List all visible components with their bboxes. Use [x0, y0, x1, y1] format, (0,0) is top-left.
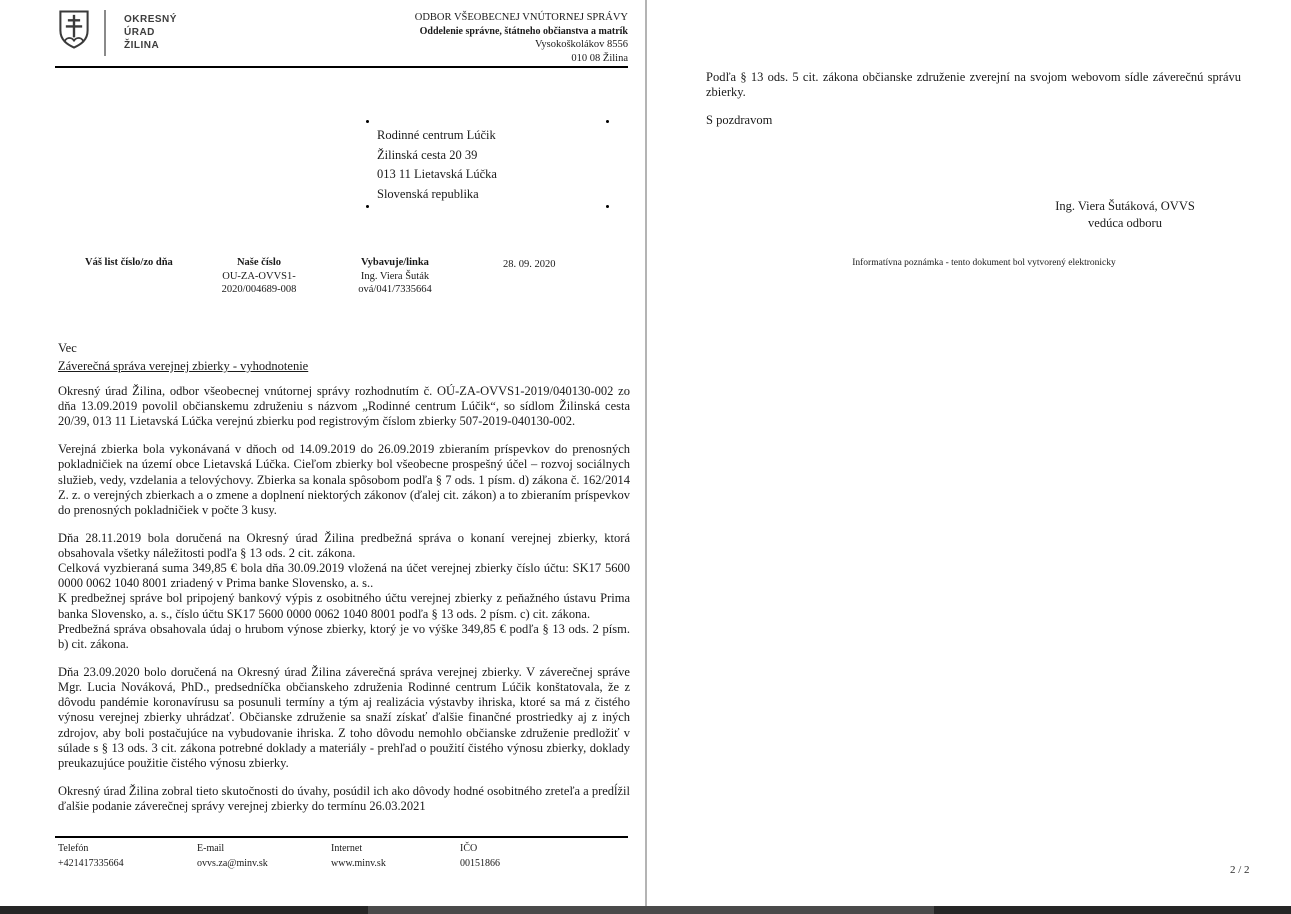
- internet-value: www.minv.sk: [331, 858, 386, 869]
- our-ref-block: [200, 257, 318, 296]
- footer-col-email: [197, 843, 268, 869]
- signature-block: [960, 198, 1290, 232]
- handler-block: [335, 257, 455, 296]
- ico-value: 00151866: [460, 858, 500, 869]
- handler-label: Vybavuje/linka: [361, 257, 429, 268]
- department-name: ODBOR VŠEOBECNEJ VNÚTORNEJ SPRÁVY: [414, 12, 628, 23]
- our-ref-value-line2: 2020/004689-008: [221, 284, 297, 295]
- phone-value: +421417335664: [58, 858, 124, 869]
- address-window-mark: [366, 120, 369, 123]
- logo-line-1: OKRESNÝ: [124, 14, 177, 25]
- footer-col-ico: [460, 843, 500, 869]
- horizontal-scrollbar[interactable]: [0, 906, 1291, 914]
- division-name: Oddelenie správne, štátneho občianstva a matrík: [419, 25, 628, 37]
- footer-rule: [55, 836, 628, 838]
- recipient-name: Rodinné centrum Lúčik: [377, 128, 496, 142]
- recipient-country: Slovenská republika: [377, 186, 479, 201]
- your-ref-label: Váš list číslo/zo dňa: [85, 257, 173, 268]
- page-1: [0, 0, 645, 906]
- body-paragraph: Verejná zbierka bola vykonávaná v dňoch od 14.09.2019 do 26.09.2019 zbieraním príspevkov do prenosných pokladničiek na území obce Lietavská Lúčka. Cieľom zbierky bol všeobecne prospešný účel – rozvoj sociálnych služieb, vedy, vzdelania a telovýchovy. Zbierka sa konala spôsobom podľa § 7 ods. 1 písm. d) zákona č. 162/2014 Z. z. o verejných zbierkach a o zmene a doplnení niektorých zákonov (ďalej cit. zákon) a to zbieraním príspevkov do prenosných pokladničiek v počte 3 kusy.: [58, 442, 630, 517]
- handler-value-line2: ová/041/7335664: [358, 284, 432, 295]
- horizontal-scrollbar-thumb[interactable]: [368, 906, 934, 914]
- logo-divider: [104, 10, 106, 56]
- email-label: E-mail: [197, 843, 225, 854]
- recipient-address: [377, 126, 497, 204]
- signature-role: vedúca odboru: [1088, 216, 1162, 230]
- body-paragraph: Celková vyzbieraná suma 349,85 € bola dňa 30.09.2019 vložená na účet verejnej zbierky číslo účtu: SK17 5600 0000 0062 1040 8001 zriadený v Prima banke Slovensko, a. s..: [58, 561, 630, 591]
- closing-paragraph: Podľa § 13 ods. 5 cit. zákona občianske združenie zverejní na svojom webovom sídle záverečnú správu zbierky.: [706, 70, 1241, 100]
- address-window-mark: [606, 120, 609, 123]
- subject-label: Vec: [58, 341, 77, 355]
- sender-city: 010 08 Žilina: [571, 52, 628, 64]
- ico-label: IČO: [460, 843, 478, 854]
- page-number: 2 / 2: [1230, 864, 1250, 876]
- internet-label: Internet: [331, 843, 363, 854]
- body-paragraph: Dňa 28.11.2019 bola doručená na Okresný úrad Žilina predbežná správa o konaní verejnej zbierky, ktorá obsahovala všetky náležitosti podľa § 13 ods. 2 cit. zákona.: [58, 530, 630, 560]
- email-value: ovvs.za@minv.sk: [197, 858, 268, 869]
- header-rule: [55, 66, 628, 68]
- informative-note: Informatívna poznámka - tento dokument bol vytvorený elektronicky: [852, 258, 1116, 268]
- page-2: [647, 0, 1291, 906]
- body-paragraph: Predbežná správa obsahovala údaj o hrubom výnose zbierky, ktorý je vo výške 349,85 € podľa § 13 ods. 2 písm. b) cit. zákona.: [58, 621, 630, 652]
- address-window-mark: [366, 205, 369, 208]
- address-window-mark: [606, 205, 609, 208]
- closing-salutation: S pozdravom: [706, 113, 773, 127]
- subject-title: Záverečná správa verejnej zbierky - vyhodnotenie: [58, 359, 309, 373]
- body-paragraph: Dňa 23.09.2020 bolo doručená na Okresný úrad Žilina záverečná správa verejnej zbierky. V záverečnej správe Mgr. Lucia Nováková, PhD., predsedníčka občianskeho združenia Rodinné centrum Lúčik konštatovala, že z dôvodu pandémie koronavírusu sa posunuli termíny a tým aj realizácia výstavby ihriska, ktoré sa má z čistého výnosu verejnej zbierky uhrádzať. Občianske združenie sa snaží získať ďalšie finančné prostriedky aj z iných zdrojov, aby boli postačujúce na vybudovanie ihriska. Z toho dôvodu nemohlo občianske združenie predložiť v súlade s § 13 ods. 3 cit. zákona potrebné doklady a materiály - prehľad o použití čistého výnosu zbierky, doklady preukazujúce použitie čistého výnosu zbierky.: [58, 664, 630, 770]
- letter-body: [58, 384, 630, 827]
- logo-line-2: ÚRAD: [124, 27, 155, 38]
- letterhead-sender-block: [298, 11, 628, 65]
- handler-value-line1: Ing. Viera Šuták: [360, 271, 430, 282]
- body-paragraph: K predbežnej správe bol pripojený bankový výpis z osobitného účtu verejnej zbierky z peňažného ústavu Prima banka Slovensko, a. s., číslo účtu SK17 5600 0000 0062 1040 8001 podľa § 13 ods. 2 písm. c) cit. zákona.: [58, 591, 630, 621]
- recipient-street: Žilinská cesta 20 39: [377, 147, 478, 162]
- footer-col-internet: [331, 843, 386, 869]
- slovak-coat-of-arms-icon: [57, 9, 91, 55]
- our-ref-value-line1: OU-ZA-OVVS1-: [222, 271, 296, 282]
- our-ref-label: Naše číslo: [236, 257, 282, 268]
- logo-line-3: ŽILINA: [124, 40, 160, 51]
- letter-date: 28. 09. 2020: [503, 259, 556, 270]
- body-paragraph: Okresný úrad Žilina, odbor všeobecnej vnútornej správy rozhodnutím č. OÚ-ZA-OVVS1-2019/040130-002 zo dňa 13.09.2019 povolil občianskemu združeniu s názvom „Rodinné centrum Lúčik“, so sídlom Žilinská cesta 20/39, 013 11 Lietavská Lúčka verejnú zbierku pod registrovým číslom zbierky 507-2019-040130-002.: [58, 384, 630, 429]
- signature-name: Ing. Viera Šutáková, OVVS: [1055, 199, 1195, 213]
- recipient-city: 013 11 Lietavská Lúčka: [377, 167, 497, 181]
- phone-label: Telefón: [58, 843, 89, 854]
- body-paragraph: Okresný úrad Žilina zobral tieto skutočnosti do úvahy, posúdil ich ako dôvody hodné osobitného zreteľa a predĺžil ďalšie podanie záverečnej správy verejnej zbierky do termínu 26.03.2021: [58, 783, 630, 813]
- footer-col-phone: [58, 843, 124, 869]
- sender-street: Vysokoškolákov 8556: [534, 39, 628, 50]
- office-logo-text: [124, 13, 177, 52]
